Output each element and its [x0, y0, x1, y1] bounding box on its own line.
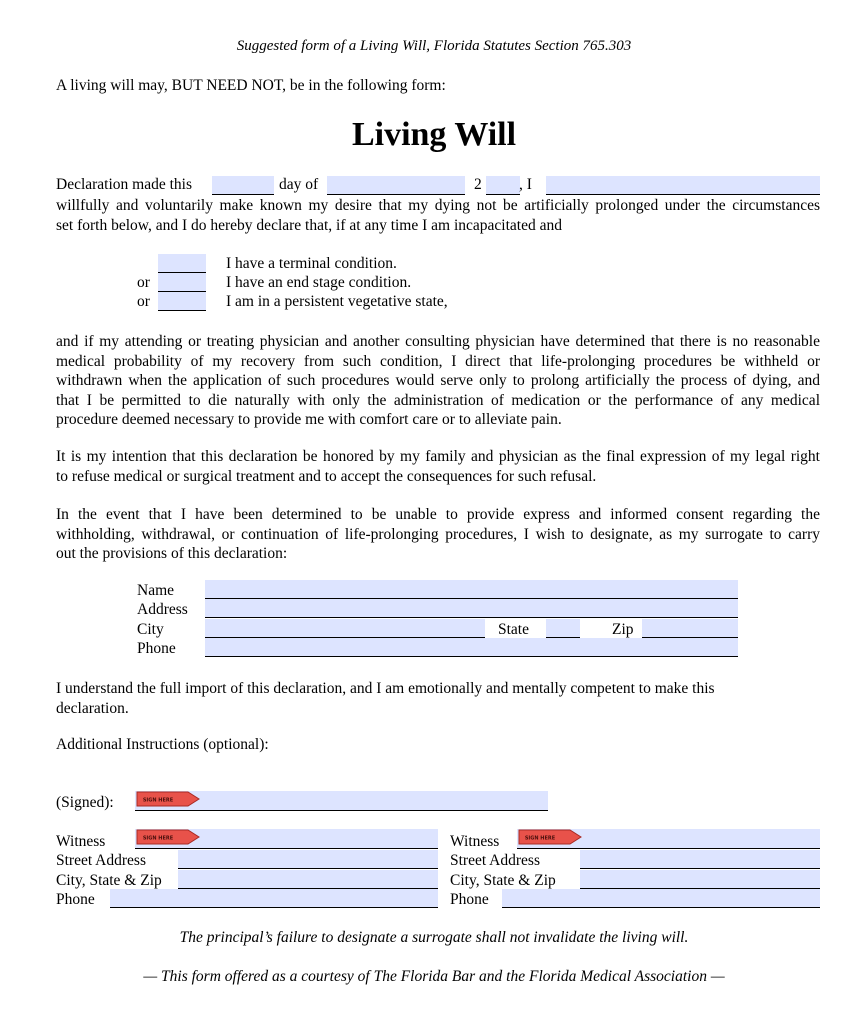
physician-line: medical probability of my recovery from such condition, I direct that life-prolonging procedures be withheld or — [56, 352, 820, 370]
witness-2-street-label: Street Address — [450, 852, 540, 869]
witness-1-city-field[interactable] — [178, 870, 438, 889]
witness-1-street-field[interactable] — [178, 850, 438, 869]
witness-1-street-label: Street Address — [56, 852, 146, 869]
surrogate-line: withholding, withdrawal, or continuation of life-prolonging procedures, I wish to designate, as my surrogate to carry — [56, 525, 820, 543]
sign-here-tag-icon — [136, 829, 200, 845]
witness-2-city-label: City, State & Zip — [450, 872, 556, 889]
surrogate-city-field[interactable] — [205, 619, 485, 638]
surrogate-failure-note: The principal’s failure to designate a surrogate shall not invalidate the living will. — [179, 929, 689, 946]
end-stage-condition-field[interactable] — [158, 273, 206, 292]
declaration-line-3: set forth below, and I do hereby declare that, if at any time I am incapacitated and — [56, 216, 562, 234]
physician-line: and if my attending or treating physician and another consulting physician have determined that there is no reasonable — [56, 333, 820, 350]
intention-paragraph — [56, 447, 820, 486]
signed-label: (Signed): — [56, 794, 114, 811]
sign-tag-text: SIGN HERE — [142, 835, 174, 842]
surrogate-city-label: City — [137, 621, 164, 638]
condition-end-stage-label: I have an end stage condition. — [226, 274, 412, 291]
witness-2-phone-label: Phone — [450, 891, 489, 908]
declarant-name-field[interactable] — [546, 176, 820, 195]
additional-instructions-label: Additional Instructions (optional): — [56, 736, 269, 753]
physician-line: procedure deemed necessary to provide me with comfort care or to alleviate pain. — [56, 411, 562, 428]
physician-line: that I be permitted to die naturally with only the administration of medication or the performance of any medical — [56, 391, 820, 409]
or-label: or — [137, 274, 150, 291]
witness-2-city-field[interactable] — [580, 870, 820, 889]
suggested-form-caption: Suggested form of a Living Will, Florida Statutes Section 765.303 — [236, 38, 632, 54]
surrogate-state-field[interactable] — [546, 619, 580, 638]
witness-2-street-field[interactable] — [580, 850, 820, 869]
physician-line: withdrawn when the application of such procedures would serve only to prolong artificially the process of dying, and — [56, 372, 820, 389]
declaration-made-label: Declaration made this — [56, 176, 193, 193]
understand-line: I understand the full import of this declaration, and I am emotionally and mentally competent to make this — [56, 680, 715, 697]
terminal-condition-field[interactable] — [158, 254, 206, 273]
condition-terminal-label: I have a terminal condition. — [226, 255, 397, 272]
sign-tag-text: SIGN HERE — [524, 835, 556, 842]
surrogate-phone-label: Phone — [137, 640, 176, 657]
surrogate-zip-field[interactable] — [642, 619, 738, 638]
physician-paragraph — [56, 332, 820, 430]
declaration-line-2: willfully and voluntarily make known my desire that my dying not be artificially prolonged under the circumstances — [56, 197, 820, 214]
declaration-month-field[interactable] — [327, 176, 465, 195]
sign-tag-text: SIGN HERE — [142, 797, 174, 804]
surrogate-name-label: Name — [137, 582, 175, 599]
intro-text: A living will may, BUT NEED NOT, be in the following form: — [56, 77, 446, 94]
witness-1-phone-field[interactable] — [110, 889, 438, 908]
witness-1-phone-label: Phone — [56, 891, 95, 908]
witness-2-phone-field[interactable] — [502, 889, 820, 908]
surrogate-state-label: State — [498, 621, 529, 638]
courtesy-footer: — This form offered as a courtesy of The Florida Bar and the Florida Medical Association — — [143, 968, 725, 985]
understand-line: declaration. — [56, 699, 129, 717]
or-label: or — [137, 293, 150, 310]
day-of-label: day of — [279, 176, 319, 193]
surrogate-phone-field[interactable] — [205, 638, 738, 657]
declaration-year-field[interactable] — [486, 176, 520, 195]
surrogate-address-field[interactable] — [205, 599, 738, 618]
declaration-day-field[interactable] — [212, 176, 274, 195]
declaration-body — [56, 196, 820, 235]
witness-1-city-label: City, State & Zip — [56, 872, 162, 889]
witness-2-label: Witness — [450, 833, 500, 850]
sign-here-tag-icon — [136, 791, 200, 807]
surrogate-zip-label: Zip — [612, 621, 634, 638]
surrogate-line: In the event that I have been determined to be unable to provide express and informed consent regarding the — [56, 506, 820, 523]
year-prefix-label: 2 — [474, 176, 482, 193]
intention-line: It is my intention that this declaration be honored by my family and physician as the final expression of my legal right — [56, 448, 820, 465]
comma-i-label: , I — [519, 176, 532, 193]
sign-here-tag-icon — [518, 829, 582, 845]
condition-vegetative-label: I am in a persistent vegetative state, — [226, 293, 448, 310]
understand-paragraph — [56, 679, 820, 718]
surrogate-name-field[interactable] — [205, 580, 738, 599]
surrogate-address-label: Address — [137, 601, 188, 618]
intention-line: to refuse medical or surgical treatment and to accept the consequences for such refusal. — [56, 467, 597, 485]
surrogate-line: out the provisions of this declaration: — [56, 545, 288, 562]
page-title: Living Will — [351, 116, 517, 153]
vegetative-state-field[interactable] — [158, 292, 206, 311]
surrogate-paragraph — [56, 505, 820, 564]
witness-1-label: Witness — [56, 833, 106, 850]
